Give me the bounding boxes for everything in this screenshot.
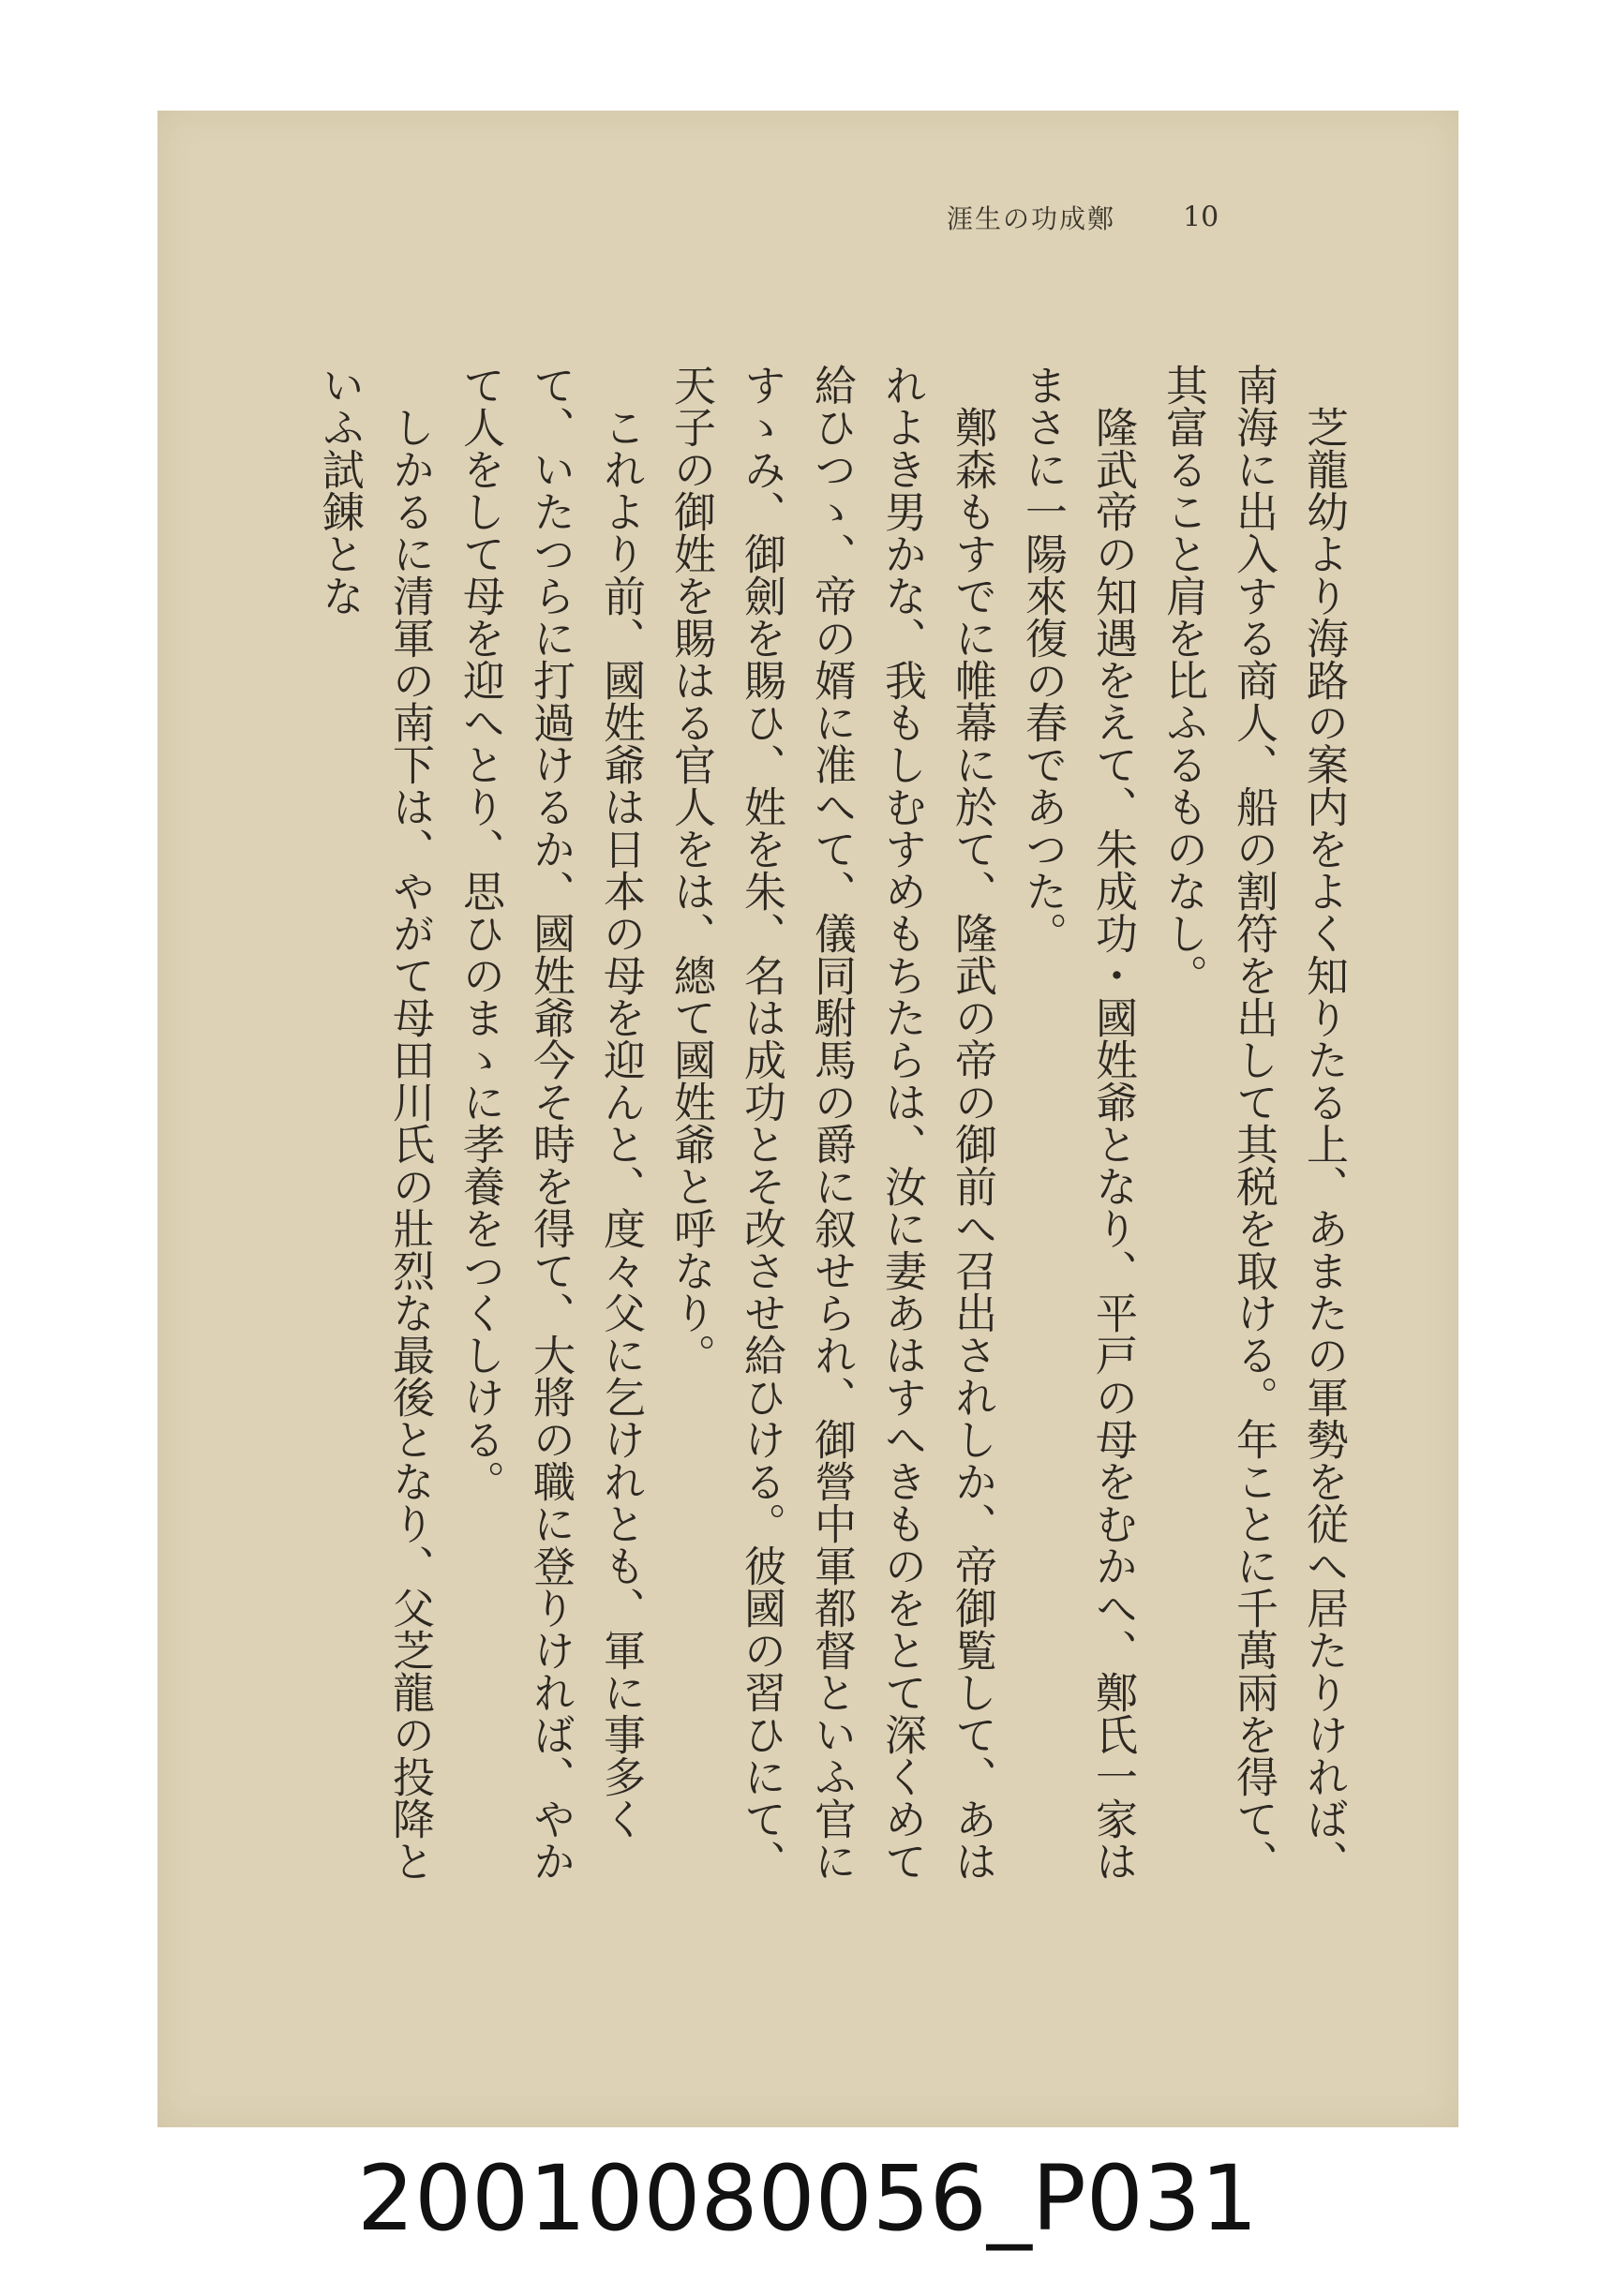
paragraph-4: これより前、國姓爺は日本の母を迎んと、度々父に乞けれとも、軍に事多くて、いたつらに打過けるか、國姓爺今そ時を得て、大將の職に登りければ、やかて人をして母を迎へとり、思ひのまゝに孝養をつくしける。	[456, 364, 646, 1882]
paragraph-1: 芝龍幼より海路の案内をよく知りたる上、あまたの軍勢を従へ居たりければ、南海に出入する商人、船の割符を出して其税を取ける。年ことに千萬兩を得て、其富ること肩を比ふるものなし。	[1159, 364, 1349, 1882]
paragraph-5: しかるに清軍の南下は、やがて母田川氏の壯烈な最後となり、父芝龍の投降といふ試錬とな	[315, 364, 435, 1882]
image-id-label: 20010080056_P031	[357, 2146, 1258, 2251]
header-title: 涯生の功成鄭	[947, 203, 1116, 234]
paragraph-2: 隆武帝の知遇をえて、朱成功・國姓爺となり、平戸の母をむかへ、鄭氏一家はまさに一陽來復の春であつた。	[1018, 364, 1138, 1882]
page-number: 10	[1183, 201, 1219, 234]
body-text	[281, 364, 1359, 1891]
paragraph-3: 鄭森もすでに帷幕に於て、隆武の帝の御前へ召出されしか、帝御覧して、あはれよき男かな、我もしむすめもちたらは、汝に妻あはすへきものをとて深くめて給ひつゝ、帝の婿に准へて、儀同駙馬の爵に叙せられ、御營中軍都督といふ官にすゝみ、御劍を賜ひ、姓を朱、名は成功とそ改させ給ひける。彼國の習ひにて、天子の御姓を賜はる官人をは、總て國姓爺と呼なり。	[666, 364, 997, 1882]
